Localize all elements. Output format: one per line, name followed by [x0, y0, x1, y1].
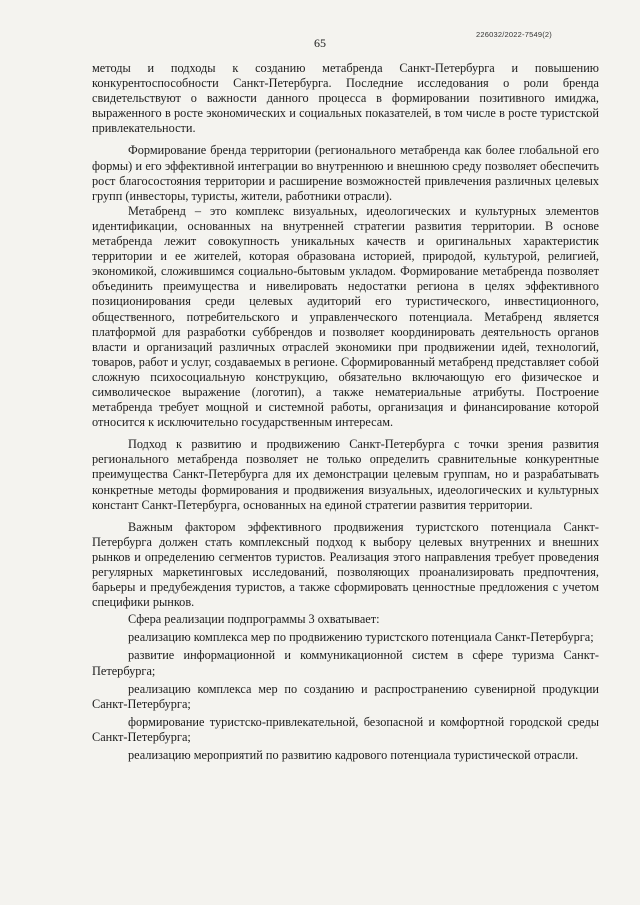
document-reference-number: 226032/2022-7549(2): [476, 30, 552, 39]
list-item: развитие информационной и коммуникационной систем в сфере туризма Санкт-Петербурга;: [92, 648, 599, 678]
paragraph-tourism-promotion: Важным фактором эффективного продвижения туристского потенциала Санкт-Петербурга должен стать комплексный подход к выбору целевых внутренних и внешних рынков и определению сегментов туристов. Реализация этого направления требует проведения регулярных маркетинговых исследований, позволяющих проанализировать предпочтения, барьеры и предубеждения туристов, а также сформировать ценностные предложения с учетом специфики рынков.: [92, 519, 599, 610]
list-item: формирование туристско-привлекательной, безопасной и комфортной городской среды Санкт-Петербурга;: [92, 714, 599, 744]
document-body: [92, 61, 599, 763]
list-item: реализацию комплекса мер по продвижению туристского потенциала Санкт-Петербурга;: [128, 630, 594, 645]
page-number: 65: [314, 36, 326, 50]
paragraph-continuation: методы и подходы к созданию метабренда Санкт-Петербурга и повышению конкурентоспособности Санкт-Петербурга. Последние исследования о роли бренда свидетельствуют о важности данного процесса в формировании позитивного имиджа, выраженного в росте экономических и социальных показателей, в том числе в росте туристской привлекательности.: [92, 61, 599, 136]
list-item: реализацию комплекса мер по созданию и распространению сувенирной продукции Санкт-Петербурга;: [92, 681, 599, 711]
paragraph-subprogram-scope: Сфера реализации подпрограммы 3 охватывает:: [128, 612, 380, 627]
paragraph-brand-formation: Формирование бренда территории (регионального метабренда как более глобальной его формы) и его эффективной интеграции во внутреннюю и внешнюю среду позволяет обеспечить рост благосостояния территории и расширение возможностей привлечения различных целевых групп (инвесторы, туристы, жители, работники отрасли).: [92, 143, 599, 203]
paragraph-metabrand-definition: Метабренд – это комплекс визуальных, идеологических и культурных элементов идентификации, основанных на внутренней стратегии развития территории. В основе метабренда лежит совокупность уникальных качеств и оригинальных характеристик территории и ее жителей, которая образована историей, природой, культурой, религией, экономикой, сложившимся социально-бытовым укладом. Формирование метабренда позволяет объединить преимущества и нивелировать недостатки региона в целях эффективного позиционирования среди целевых аудиторий его туристического, инвестиционного, общественного, потребительского и управленческого потенциала. Метабренд является платформой для разработки суббрендов и позволяет координировать деятельность органов власти и организаций различных отраслей экономики при продвижении идей, технологий, товаров, работ и услуг, создаваемых в регионе. Сформированный метабренд представляет собой сложную психосоциальную конструкцию, обязательно включающую его физическое и символическое выражение (логотип), а также нематериальные атрибуты. Построение метабренда требует мощной и системной работы, организация и финансирование которой относится к исключительно государственным интересам.: [92, 203, 599, 430]
paragraph-development-approach: Подход к развитию и продвижению Санкт-Петербурга с точки зрения развития регионального метабренда позволяет не только определить сравнительные конкурентные преимущества Санкт-Петербурга для их демонстрации целевым группам, но и разрабатывать конкретные методы формирования и продвижения визуальных, идеологических и культурных констант Санкт-Петербурга, основанных на единой стратегии развития территории.: [92, 437, 599, 512]
list-item: реализацию мероприятий по развитию кадрового потенциала туристической отрасли.: [128, 748, 579, 763]
